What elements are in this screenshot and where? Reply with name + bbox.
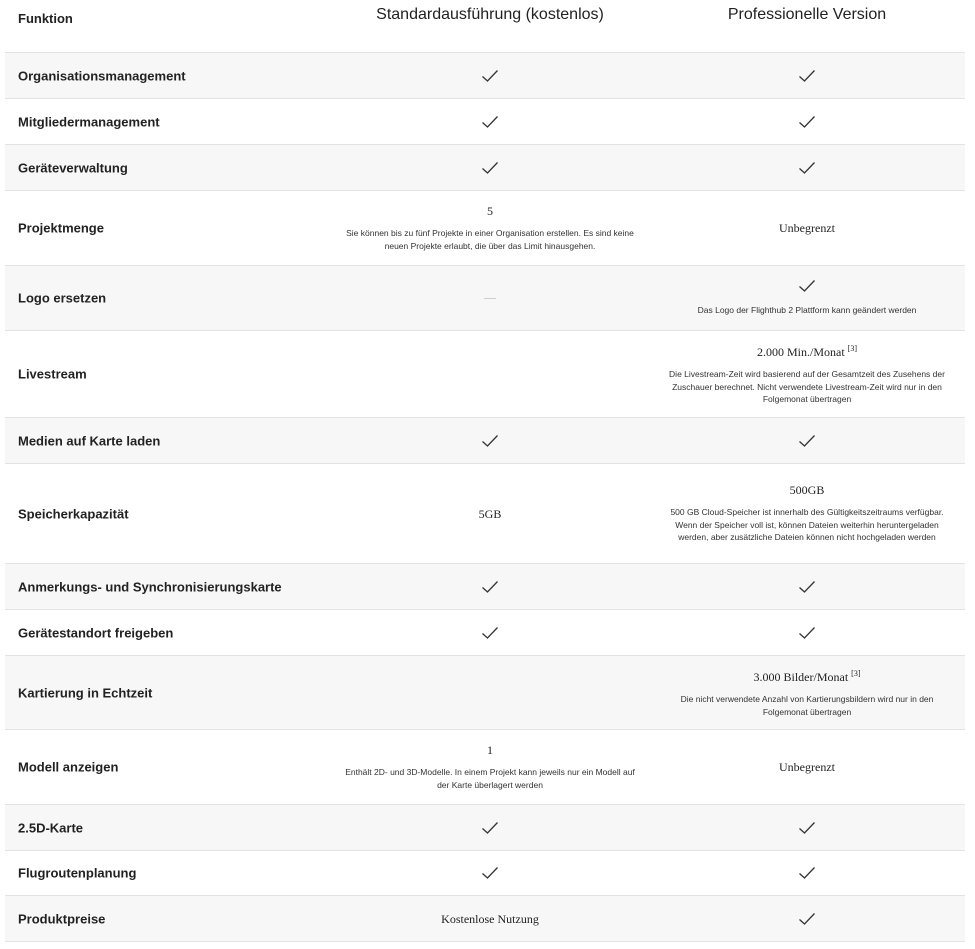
standard-cell — [325, 266, 655, 330]
cell-value-text: Unbegrenzt — [779, 221, 835, 235]
pro-cell — [655, 610, 959, 655]
cell-value-text: 1 — [487, 743, 493, 757]
row-label: Projektmenge — [18, 220, 104, 236]
check-icon — [481, 115, 499, 129]
cell-value — [779, 760, 835, 774]
check-icon — [798, 161, 816, 175]
table-body — [5, 52, 965, 941]
row-label: Livestream — [18, 366, 87, 382]
row-label: Gerätestandort freigeben — [18, 625, 174, 640]
standard-cell — [325, 564, 655, 609]
cell-note: Sie können bis zu fünf Projekte in einer Organisation erstellen. Es sind keine neuen Projekte erlaubt, die über das Limit hinausgehen. — [346, 228, 634, 251]
check-icon — [798, 912, 816, 926]
pro-cell — [655, 53, 959, 98]
footnote-ref: [3] — [847, 344, 857, 354]
standard-cell — [325, 851, 655, 895]
table-bottom-border — [5, 941, 965, 942]
cell-value-text: 3.000 Bilder/Monat — [753, 670, 849, 684]
pro-cell — [655, 896, 959, 941]
cell-note: Enthält 2D- und 3D-Modelle. In einem Projekt kann jeweils nur ein Modell auf der Karte überlagert werden — [345, 767, 635, 790]
check-icon — [481, 866, 499, 880]
row-label: Anmerkungs- und Synchronisierungskarte — [18, 579, 282, 594]
table-row — [5, 417, 965, 463]
check-icon — [481, 821, 499, 835]
row-label: Kartierung in Echtzeit — [18, 685, 153, 700]
check-icon — [798, 279, 816, 293]
row-label: Modell anzeigen — [18, 759, 119, 775]
row-label: Produktpreise — [18, 911, 106, 926]
cell-value-text: Unbegrenzt — [779, 760, 835, 774]
table-row — [5, 98, 965, 144]
standard-cell — [325, 418, 655, 463]
dash-icon — [484, 298, 496, 299]
row-label: 2.5D-Karte — [18, 820, 84, 835]
check-icon — [798, 115, 816, 129]
table-row — [5, 265, 965, 330]
cell-value — [487, 204, 493, 218]
standard-cell — [325, 53, 655, 98]
check-icon — [798, 866, 816, 880]
standard-cell — [325, 730, 655, 804]
table-row — [5, 52, 965, 98]
row-label: Mitgliedermanagement — [18, 114, 160, 129]
table-row — [5, 190, 965, 265]
cell-value — [441, 912, 539, 926]
cell-value-text: 5GB — [478, 506, 502, 521]
pro-cell — [655, 730, 959, 804]
table-row — [5, 330, 965, 417]
cell-note: 500 GB Cloud-Speicher ist innerhalb des Gültigkeitszeitraums verfügbar. Wenn der Speicher voll ist, können Dateien weiterhin heruntergeladen werden, aber zusätzliche Dateien können nicht hochgeladen werden — [670, 507, 944, 543]
cell-value — [479, 507, 502, 521]
cell-note: Die nicht verwendete Anzahl von Kartierungsbildern wird nur in den Folgemonat übertragen — [680, 694, 934, 717]
pro-cell — [655, 464, 959, 563]
cell-value — [779, 221, 835, 235]
cell-value-text: 2.000 Min./Monat — [757, 345, 845, 360]
row-label: Logo ersetzen — [18, 290, 107, 306]
table-row — [5, 563, 965, 609]
cell-note: Das Logo der Flighthub 2 Plattform kann geändert werden — [697, 305, 917, 316]
pro-cell — [655, 191, 959, 265]
check-icon — [798, 580, 816, 594]
check-icon — [798, 69, 816, 83]
table-row — [5, 655, 965, 729]
cell-value — [757, 342, 857, 359]
standard-cell — [325, 464, 655, 563]
standard-cell — [325, 656, 655, 729]
cell-value — [487, 743, 493, 757]
header-standard: Standardausführung (kostenlos) — [376, 6, 604, 23]
check-icon — [798, 821, 816, 835]
cell-value — [754, 667, 861, 684]
header-pro: Professionelle Version — [727, 6, 887, 23]
standard-cell — [325, 191, 655, 265]
table-row — [5, 895, 965, 941]
pro-cell — [655, 331, 959, 417]
row-label: Organisationsmanagement — [18, 68, 186, 83]
header-feature: Funktion — [18, 11, 73, 26]
cell-value-text: Kostenlose Nutzung — [441, 911, 539, 926]
cell-value-text: 500GB — [789, 483, 825, 498]
footnote-ref: [3] — [851, 669, 861, 678]
pro-cell — [655, 656, 959, 729]
check-icon — [481, 69, 499, 83]
cell-value — [790, 483, 825, 497]
table-row — [5, 850, 965, 895]
pro-cell — [655, 564, 959, 609]
pro-cell — [655, 99, 959, 144]
pro-cell — [655, 418, 959, 463]
cell-note: Die Livestream-Zeit wird basierend auf der Gesamtzeit des Zusehens der Zuschauer berechnet. Nicht verwendete Livestream-Zeit wird nur in den Folgemonat übertragen — [669, 369, 945, 405]
cell-value-text: 5 — [487, 204, 493, 218]
pro-cell — [655, 145, 959, 190]
row-label: Speicherkapazität — [18, 506, 129, 521]
comparison-table — [5, 0, 965, 942]
check-icon — [481, 580, 499, 594]
check-icon — [798, 626, 816, 640]
pro-cell — [655, 805, 959, 850]
table-row — [5, 463, 965, 563]
check-icon — [481, 626, 499, 640]
table-header — [5, 0, 965, 52]
row-label: Flugroutenplanung — [18, 865, 137, 881]
check-icon — [798, 434, 816, 448]
row-label: Geräteverwaltung — [18, 160, 128, 175]
standard-cell — [325, 145, 655, 190]
table-row — [5, 609, 965, 655]
row-label: Medien auf Karte laden — [18, 433, 161, 448]
check-icon — [481, 434, 499, 448]
pro-cell — [655, 851, 959, 895]
standard-cell — [325, 99, 655, 144]
standard-cell — [325, 896, 655, 941]
table-row — [5, 729, 965, 804]
standard-cell — [325, 805, 655, 850]
table-row — [5, 144, 965, 190]
table-row — [5, 804, 965, 850]
pro-cell — [655, 266, 959, 330]
check-icon — [481, 161, 499, 175]
standard-cell — [325, 610, 655, 655]
standard-cell — [325, 331, 655, 417]
